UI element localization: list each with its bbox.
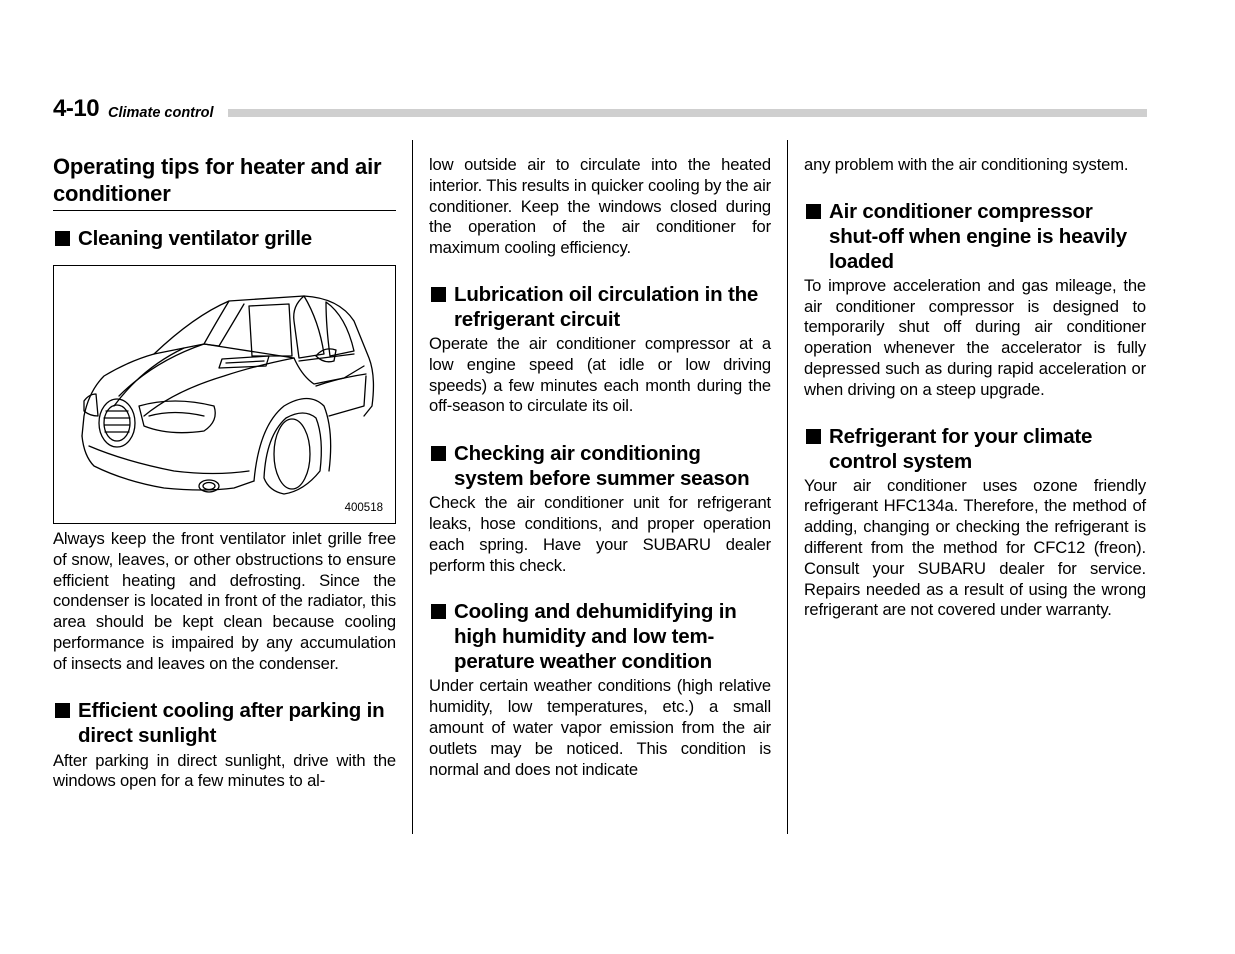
subheading-efficient-cooling <box>53 698 396 748</box>
square-bullet-icon <box>55 231 70 246</box>
square-bullet-icon <box>431 287 446 302</box>
refrigerant-paragraph: Your air conditioner uses ozone friendly refrigerant HFC134a. Therefore, the method of adding, changing or checking the refrigerant is different from the method for CFC12 (freon). Consult your SUBARU dealer for service. Repairs needed as a result of using the wrong refrigerant are not covered under warranty. <box>804 475 1146 620</box>
figure-code: 400518 <box>344 502 383 514</box>
square-bullet-icon <box>431 446 446 461</box>
subheading-checking <box>429 441 771 491</box>
column-2 <box>429 155 771 780</box>
cooling-paragraph: Under certain weather conditions (high relative humidity, low temperatures, etc.) a small amount of water vapor emission from the air outlets may be noticed. This condition is normal and does not indicate <box>429 676 771 779</box>
page-number: 4-10 <box>53 95 100 122</box>
subheading-text: Refrigerant for your climate control system <box>829 424 1093 473</box>
square-bullet-icon <box>55 703 70 718</box>
subheading-text: Lubrication oil circulation in the refrigerant circuit <box>454 282 759 331</box>
cooling-paragraph-cont: any problem with the air conditioning system. <box>804 155 1129 174</box>
square-bullet-icon <box>806 204 821 219</box>
car-illustration <box>54 266 395 523</box>
main-heading: Operating tips for heater and air conditioner <box>53 153 396 211</box>
subheading-text: Efficient cooling after parking in direct sunlight <box>78 698 385 747</box>
subheading-cleaning <box>53 226 396 251</box>
cleaning-paragraph: Always keep the front ventilator inlet grille free of snow, leaves, or other obstructions to ensure efficient heating and defrosting. Since the condenser is located in front of the radiator, this area should be kept clean because cooling performance is impaired by any accumulation of insects and leaves on the condenser. <box>53 529 396 673</box>
lubrication-paragraph: Operate the air conditioner compressor at a low engine speed (at idle or low driving speeds) a few minutes each month during the off-season to circulate its oil. <box>429 333 771 416</box>
subheading-text: Cleaning ventilator grille <box>78 227 313 250</box>
efficient-cooling-paragraph-cont: low outside air to circulate into the heated interior. This results in quicker cooling by the air conditioner. Keep the windows closed during the operation of the air conditioner for maximum cooling efficiency. <box>429 155 771 258</box>
subheading-refrigerant <box>804 424 1146 474</box>
column-1 <box>53 153 396 792</box>
header-rule <box>228 109 1147 117</box>
car-illustration-figure <box>53 265 396 524</box>
checking-paragraph: Check the air conditioner unit for refrigerant leaks, hose conditions, and proper operation each spring. Have your SUBARU dealer perform this check. <box>429 493 771 575</box>
column-3 <box>804 155 1146 621</box>
subheading-lubrication <box>429 282 771 332</box>
subheading-text: Air conditioner compressor shut-off when engine is heavily loaded <box>829 199 1127 273</box>
column-divider-1 <box>412 140 413 834</box>
subheading-cooling-dehumidifying <box>429 599 771 674</box>
compressor-paragraph: To improve acceleration and gas mileage, the air conditioner compressor is designed to temporarily shut off during air conditioner operation whenever the accelerator is fully depressed such as during rapid acceleration or when driving on a steep upgrade. <box>804 275 1146 399</box>
subheading-text: Checking air conditioning system before summer season <box>454 442 750 491</box>
column-divider-2 <box>787 140 788 834</box>
efficient-cooling-paragraph: After parking in direct sunlight, drive with the windows open for a few minutes to al- <box>53 750 396 791</box>
square-bullet-icon <box>806 429 821 444</box>
subheading-text: Cooling and dehumidifying in high humidity and low temperature weather condition <box>454 600 737 674</box>
square-bullet-icon <box>431 604 446 619</box>
section-title: Climate control <box>108 105 214 121</box>
subheading-compressor <box>804 199 1146 274</box>
